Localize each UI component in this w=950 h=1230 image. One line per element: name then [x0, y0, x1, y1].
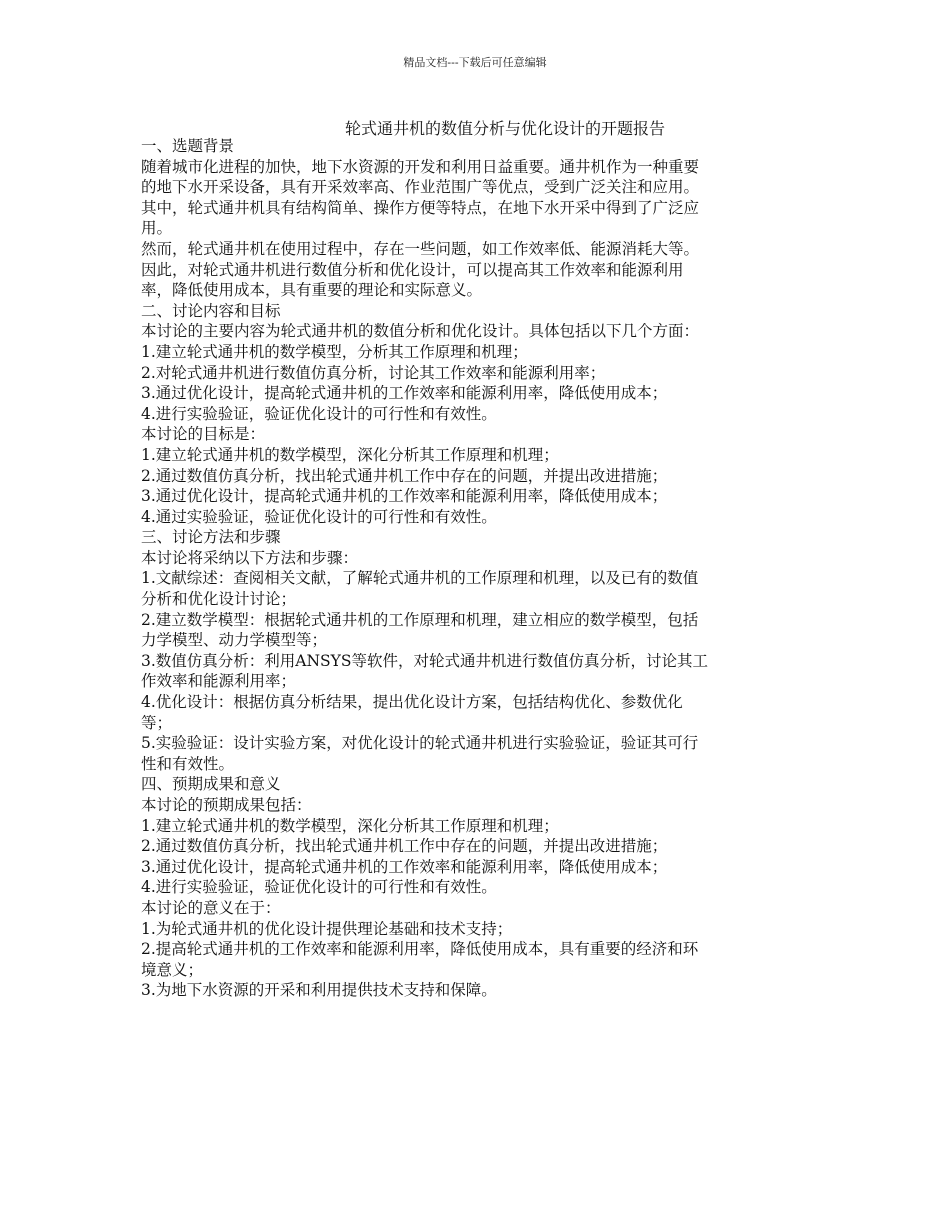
list-item: 3.通过优化设计，提高轮式通井机的工作效率和能源利用率，降低使用成本；: [141, 384, 668, 403]
section-heading: 三、讨论方法和步骤: [141, 528, 281, 547]
list-item: 2.通过数值仿真分析，找出轮式通井机工作中存在的问题，并提出改进措施；: [141, 466, 668, 485]
list-item: 4.优化设计：根据仿真分析结果，提出优化设计方案，包括结构优化、参数优化: [141, 693, 683, 712]
paragraph-line: 本讨论的主要内容为轮式通井机的数值分析和优化设计。具体包括以下几个方面：: [141, 322, 700, 341]
list-item: 2.对轮式通井机进行数值仿真分析，讨论其工作效率和能源利用率；: [141, 363, 606, 382]
list-item: 5.实验验证：设计实验方案，对优化设计的轮式通井机进行实验验证，验证其可行: [141, 734, 699, 753]
list-item: 2.通过数值仿真分析，找出轮式通井机工作中存在的问题，并提出改进措施；: [141, 837, 668, 856]
list-item: 等；: [141, 713, 173, 732]
list-item: 2.建立数学模型：根据轮式通井机的工作原理和机理，建立相应的数学模型，包括: [141, 610, 699, 629]
list-item: 力学模型、动力学模型等；: [141, 631, 328, 650]
document-body: [141, 136, 816, 1001]
paragraph-line: 随着城市化进程的加快，地下水资源的开发和利用日益重要。通井机作为一种重要: [141, 157, 700, 176]
section-heading: 二、讨论内容和目标: [141, 301, 281, 320]
list-item: 1.为轮式通井机的优化设计提供理论基础和技术支持；: [141, 919, 513, 938]
paragraph-line: 率，降低使用成本，具有重要的理论和实际意义。: [141, 281, 483, 300]
paragraph-line: 因此，对轮式通井机进行数值分析和优化设计，可以提高其工作效率和能源利用: [141, 260, 684, 279]
list-item: 1.文献综述：查阅相关文献，了解轮式通井机的工作原理和机理，以及已有的数值: [141, 569, 699, 588]
paragraph-line: 本讨论的预期成果包括：: [141, 796, 312, 814]
list-item: 3.为地下水资源的开采和利用提供技术支持和保障。: [141, 981, 497, 1000]
list-item: 1.建立轮式通井机的数学模型，深化分析其工作原理和机理；: [141, 445, 559, 464]
list-item: 分析和优化设计讨论；: [141, 590, 297, 609]
paragraph-line: 用。: [141, 219, 173, 238]
page-header-note: 精品文档---下载后可任意编辑: [403, 56, 547, 69]
document-title: 轮式通井机的数值分析与优化设计的开题报告: [344, 119, 665, 138]
paragraph-line: 本讨论将采纳以下方法和步骤：: [141, 548, 359, 567]
paragraph-line: 本讨论的意义在于：: [141, 898, 281, 917]
list-item: 3.通过优化设计，提高轮式通井机的工作效率和能源利用率，降低使用成本；: [141, 487, 668, 506]
paragraph-line: 然而，轮式通井机在使用过程中，存在一些问题，如工作效率低、能源消耗大等。: [141, 239, 700, 258]
list-item: 性和有效性。: [141, 754, 235, 773]
section-heading: 一、选题背景: [141, 137, 235, 155]
list-item: 4.通过实验验证，验证优化设计的可行性和有效性。: [141, 507, 497, 526]
paragraph-line: 的地下水开采设备，具有开采效率高、作业范围广等优点，受到广泛关注和应用。: [141, 178, 700, 197]
list-item: 4.进行实验验证，验证优化设计的可行性和有效性。: [141, 404, 497, 423]
list-item: 境意义；: [141, 960, 204, 979]
list-item: 3.通过优化设计，提高轮式通井机的工作效率和能源利用率，降低使用成本；: [141, 857, 668, 876]
list-item: 2.提高轮式通井机的工作效率和能源利用率，降低使用成本，具有重要的经济和环: [141, 940, 699, 959]
paragraph-line: 本讨论的目标是：: [141, 425, 266, 444]
list-item: 3.数值仿真分析：利用ANSYS等软件，对轮式通井机进行数值仿真分析，讨论其工: [141, 651, 709, 670]
list-item: 4.进行实验验证，验证优化设计的可行性和有效性。: [141, 878, 497, 897]
list-item: 1.建立轮式通井机的数学模型，深化分析其工作原理和机理；: [141, 816, 559, 835]
paragraph-line: 其中，轮式通井机具有结构简单、操作方便等特点，在地下水开采中得到了广泛应: [141, 198, 700, 217]
section-heading: 四、预期成果和意义: [141, 775, 281, 794]
list-item: 1.建立轮式通井机的数学模型，分析其工作原理和机理；: [141, 342, 528, 361]
list-item: 作效率和能源利用率；: [141, 672, 297, 691]
